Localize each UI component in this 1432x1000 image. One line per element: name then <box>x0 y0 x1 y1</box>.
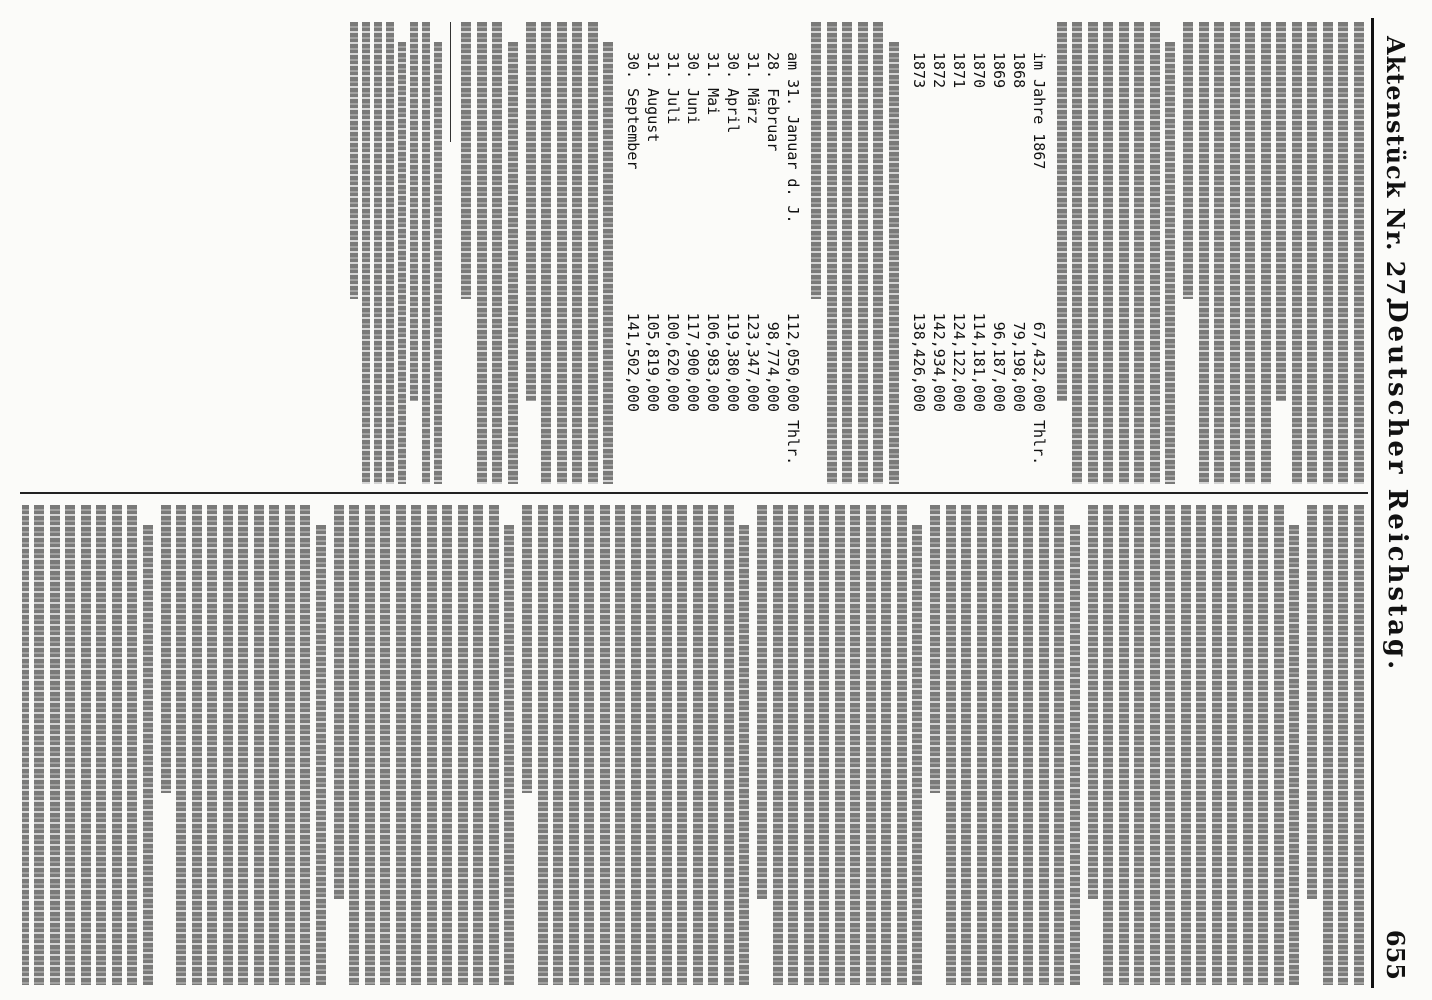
paragraph <box>1308 505 1365 985</box>
document-number: Aktenstück Nr. 27. <box>1381 36 1410 306</box>
table-row: 31. Juli 100,620,000 <box>664 52 683 412</box>
paragraph <box>462 22 519 484</box>
table-row: im Jahre 1867 67,432,000 Thlr. <box>1030 52 1048 466</box>
paragraph <box>1057 22 1176 484</box>
table-row: 31. Mai 106,983,000 <box>704 52 723 412</box>
page-number: 655 <box>1381 929 1410 980</box>
paragraph <box>758 505 923 985</box>
table-row: 31. März 123,347,000 <box>744 52 763 412</box>
table-row: 28. Februar 98,774,000 <box>764 52 783 412</box>
left-column <box>22 22 1364 484</box>
table-row: 31. August 105,819,000 <box>644 52 663 412</box>
paragraph <box>22 505 153 985</box>
table-row: 1872 142,934,000 <box>930 52 948 412</box>
table-row: 1869 96,187,000 <box>990 52 1008 412</box>
paragraph <box>1184 22 1365 484</box>
running-title: Deutscher Reichstag. <box>1382 300 1412 673</box>
circulation-table <box>909 52 1049 484</box>
right-column <box>22 505 1364 985</box>
paragraph <box>1088 505 1300 985</box>
footnote <box>351 22 443 484</box>
table-row: 30. April 119,380,000 <box>724 52 743 412</box>
table-row: 30. September 141,502,000 <box>624 52 643 412</box>
table-row: 30. Juni 117,900,000 <box>684 52 703 412</box>
paragraph <box>812 22 900 484</box>
paragraph <box>523 505 750 985</box>
table-row: 1868 79,198,000 <box>1010 52 1028 412</box>
paragraph <box>161 505 326 985</box>
table-row: am 31. Januar d. J. 112,050,000 Thlr. <box>784 52 803 466</box>
paragraph <box>931 505 1081 985</box>
footnote-rule <box>451 22 452 142</box>
table-row: 1871 124,122,000 <box>950 52 968 412</box>
header-rule <box>1371 18 1374 988</box>
column-divider <box>20 492 1368 494</box>
page-header <box>1378 0 1418 1000</box>
paragraph <box>526 22 614 484</box>
paragraph <box>334 505 515 985</box>
table-row: 1873 138,426,000 <box>910 52 928 412</box>
monthly-table <box>624 52 804 484</box>
table-row: 1870 114,181,000 <box>970 52 988 412</box>
